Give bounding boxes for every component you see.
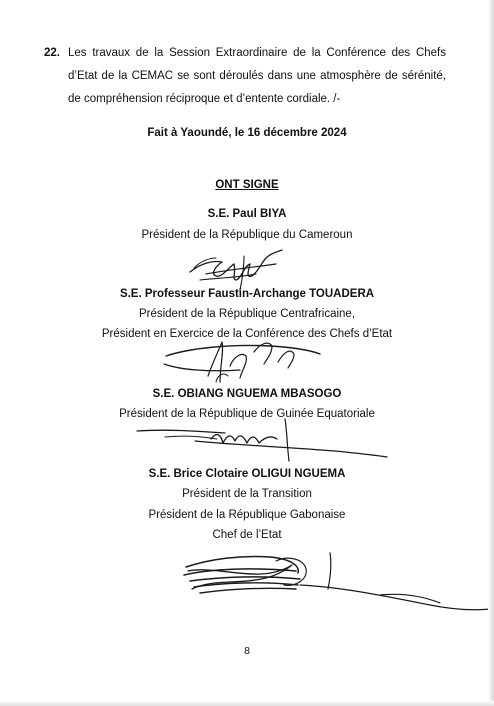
signature-oligui: [180, 545, 494, 620]
signature-touadera: [160, 330, 325, 388]
paragraph-22: [44, 42, 446, 111]
signatory-title-oligui-1: Président de la Transition: [182, 488, 312, 500]
signature-biya: [186, 244, 286, 292]
page-bottom-shadow: [0, 701, 494, 706]
place-date: Fait à Yaoundé, le 16 décembre 2024: [147, 127, 347, 139]
signature-obiang: [135, 417, 390, 467]
page-number: 8: [244, 645, 250, 657]
signatory-title-oligui-3: Chef de l’Etat: [212, 529, 282, 541]
signatory-name-obiang: S.E. OBIANG NGUEMA MBASOGO: [152, 388, 342, 400]
paragraph-number: 22.: [44, 47, 60, 59]
signatory-title-oligui-2: Président de la République Gabonaise: [148, 509, 346, 521]
page-edge-shadow: [488, 0, 494, 706]
signatory-title-touadera-1: Président de la République Centrafricaine,: [138, 308, 356, 320]
signatory-title-biya: Président de la République du Cameroun: [141, 229, 353, 241]
signatory-title-touadera-2: Président en Exercice de la Conférence des Chefs d’Etat: [101, 328, 393, 340]
signatory-name-oligui: S.E. Brice Clotaire OLIGUI NGUEMA: [148, 468, 346, 480]
signatories-heading: ONT SIGNE: [215, 179, 279, 191]
signatory-name-touadera: S.E. Professeur Faustin-Archange TOUADERA: [119, 288, 375, 300]
paragraph-text: Les travaux de la Session Extraordinaire de la Conférence des Chefs d’Etat de la CEMAC se sont déroulés dans une atmosphère de sérénité, de compréhension réciproque et d’entente cordiale. /-: [68, 47, 446, 105]
signatory-title-obiang: Président de la République de Guinée Equatoriale: [119, 408, 375, 420]
signatory-name-biya: S.E. Paul BIYA: [207, 208, 287, 220]
